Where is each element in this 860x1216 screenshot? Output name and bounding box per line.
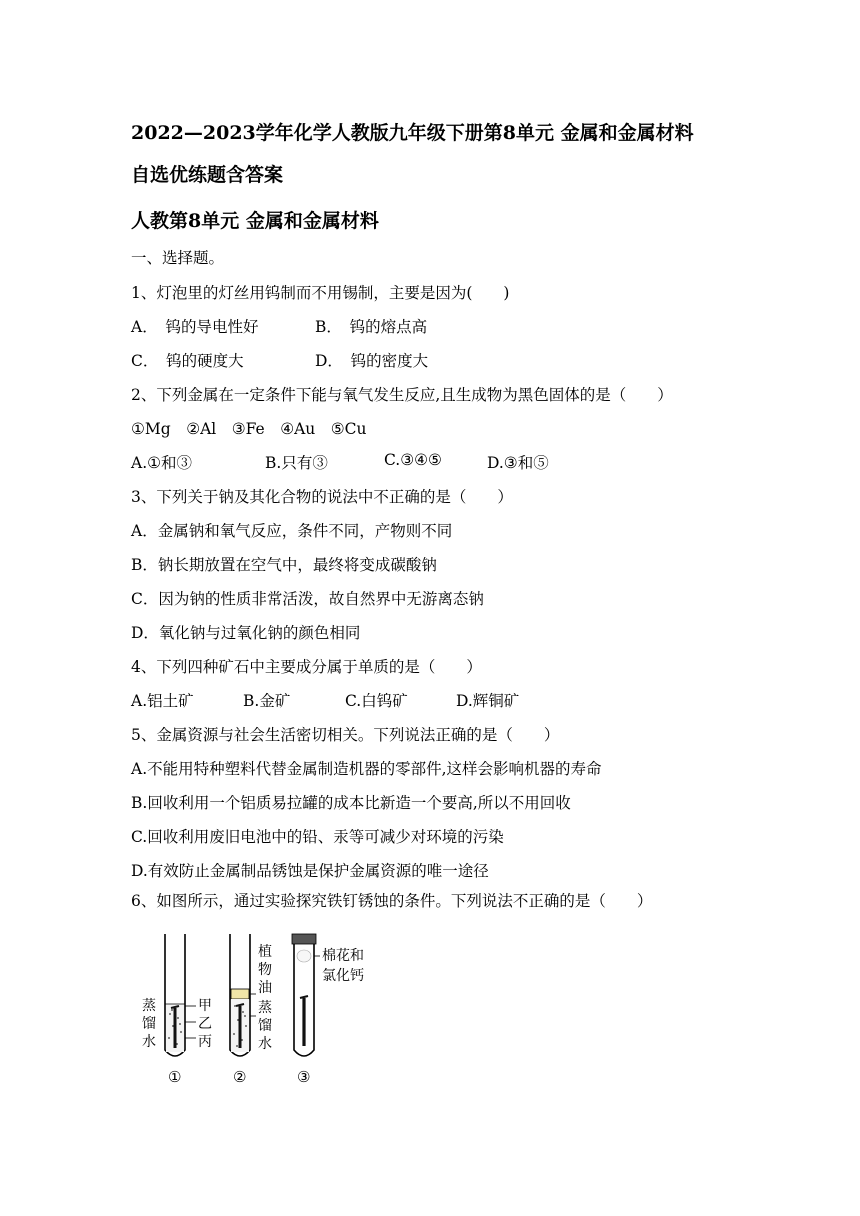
figure-label-water-2c: 水 (258, 1036, 272, 1052)
question-3-option-c: C．因为钠的性质非常活泼，故自然界中无游离态钠 (131, 590, 484, 608)
question-2-stem: 2、下列金属在一定条件下能与氧气发生反应,且生成物为黑色固体的是（ ） (131, 386, 673, 404)
question-1-option-b: B． 钨的熔点高 (315, 318, 428, 336)
test-tube-2 (230, 934, 256, 1056)
tube-number-3: ③ (297, 1068, 311, 1086)
figure-label-water-1b: 馏 (142, 1016, 156, 1032)
figure-label-oil-a: 植 (258, 944, 272, 960)
question-2-option-b: B.只有③ (265, 454, 328, 472)
question-4-stem: 4、下列四种矿石中主要成分属于单质的是（ ） (131, 658, 482, 676)
question-2-choices: ①Mg ②Al ③Fe ④Au ⑤Cu (131, 420, 367, 438)
question-1-stem: 1、灯泡里的灯丝用钨制而不用锡制，主要是因为( ) (131, 284, 510, 302)
question-4-option-a: A.铝土矿 (131, 692, 194, 710)
tube-number-2: ② (233, 1068, 247, 1086)
question-1-option-d: D． 钨的密度大 (315, 352, 429, 370)
test-tube-1 (165, 934, 196, 1056)
question-3-option-d: D．氧化钠与过氧化钠的颜色相同 (131, 624, 361, 642)
figure-label-oil-b: 物 (258, 962, 272, 978)
question-3-stem: 3、下列关于钠及其化合物的说法中不正确的是（ ） (131, 488, 513, 506)
figure-label-cotton-a: 棉花和 (322, 948, 364, 964)
question-2-option-c: C.③④⑤ (384, 451, 442, 469)
document-title-line2: 自选优练题含答案 (131, 164, 284, 186)
question-5-option-a: A.不能用特种塑料代替金属制造机器的零部件,这样会影响机器的寿命 (131, 760, 602, 778)
document-title-line1: 2022—2023学年化学人教版九年级下册第8单元 金属和金属材料 (131, 122, 694, 144)
question-6-stem: 6、如图所示，通过实验探究铁钉锈蚀的条件。下列说法不正确的是（ ） (131, 892, 653, 910)
figure-label-water-1c: 水 (142, 1034, 156, 1050)
tube-number-1: ① (168, 1068, 182, 1086)
question-2-option-a: A.①和③ (131, 454, 193, 472)
question-1-option-a: A． 钨的导电性好 (131, 318, 259, 336)
question-3-option-b: B．钠长期放置在空气中，最终将变成碳酸钠 (131, 556, 437, 574)
test-tube-figure (128, 926, 388, 1091)
figure-label-water-2a: 蒸 (258, 1000, 272, 1016)
figure-label-cotton-b: 氯化钙 (322, 968, 364, 984)
question-5-option-d: D.有效防止金属制品锈蚀是保护金属资源的唯一途径 (131, 862, 489, 880)
question-2-option-d: D.③和⑤ (487, 454, 549, 472)
question-3-option-a: A．金属钠和氧气反应，条件不同，产物则不同 (131, 522, 453, 540)
section-title: 人教第8单元 金属和金属材料 (131, 210, 379, 232)
question-1-option-c: C． 钨的硬度大 (131, 352, 244, 370)
test-tube-3 (292, 934, 320, 1056)
question-5-option-c: C.回收利用废旧电池中的铅、汞等可减少对环境的污染 (131, 828, 504, 846)
question-4-option-c: C.白钨矿 (345, 692, 408, 710)
figure-label-water-2b: 馏 (258, 1018, 272, 1034)
question-4-option-d: D.辉铜矿 (456, 692, 520, 710)
figure-label-water-1a: 蒸 (142, 998, 156, 1014)
figure-label-jia: 甲 (198, 998, 212, 1014)
question-5-stem: 5、金属资源与社会生活密切相关。下列说法正确的是（ ） (131, 726, 560, 744)
figure-label-yi: 乙 (198, 1016, 212, 1032)
figure-label-oil-c: 油 (258, 980, 272, 996)
figure-label-bing: 丙 (198, 1034, 212, 1050)
question-5-option-b: B.回收利用一个铝质易拉罐的成本比新造一个要高,所以不用回收 (131, 794, 571, 812)
question-4-option-b: B.金矿 (243, 692, 291, 710)
part-heading: 一、选择题。 (131, 249, 225, 267)
